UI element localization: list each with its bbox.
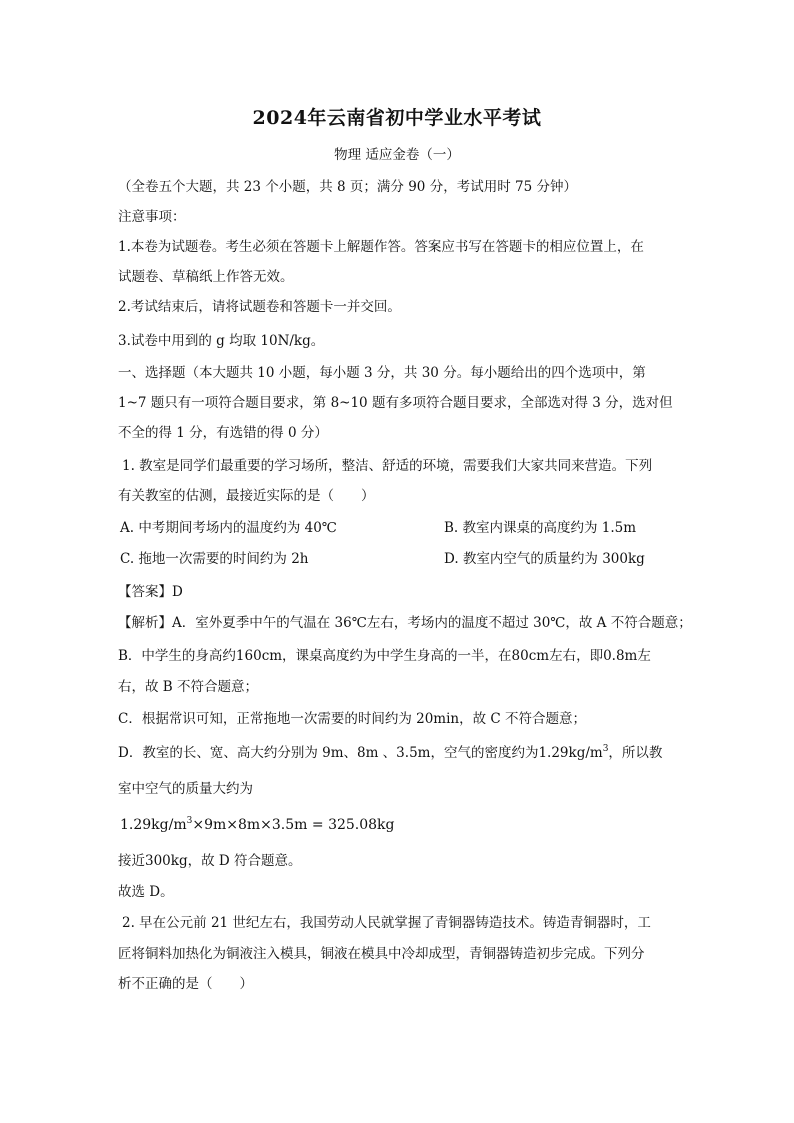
section-heading-line: 1~7 题只有一项符合题目要求，第 8~10 题有多项符合题目要求，全部选对得 3 分，选对但 <box>118 395 673 411</box>
analysis-d-text-end: ，所以教 <box>608 745 663 761</box>
exam-info: （全卷五个大题，共 23 个小题，共 8 页；满分 90 分，考试用时 75 分钟） <box>118 179 577 195</box>
analysis-line-d <box>118 743 688 763</box>
option-c: C. 拖地一次需要的时间约为 2h <box>120 551 309 567</box>
question-1-stem: 1. 教室是同学们最重要的学习场所，整洁、舒适的环境，需要我们大家共同来营造。下列 <box>122 458 653 474</box>
question-2-stem-line: 析不正确的是（ ） <box>118 976 253 992</box>
answer: 【答案】D <box>118 584 183 600</box>
formula-density: 1.29kg/m <box>120 817 187 833</box>
question-2-stem: 2. 早在公元前 21 世纪左右，我国劳动人民就掌握了青铜器铸造技术。铸造青铜器时，工 <box>122 915 651 931</box>
exam-subtitle: 物理 适应金卷（一） <box>334 147 460 163</box>
exam-title: 2024年云南省初中学业水平考试 <box>252 107 542 129</box>
section-heading: 一、选择题（本大题共 10 小题，每小题 3 分，共 30 分。每小题给出的四个选项中，第 <box>118 365 646 381</box>
analysis-line: 室中空气的质量大约为 <box>118 781 253 797</box>
conclusion: 接近300kg，故 D 符合题意。 <box>118 853 302 869</box>
section-heading-line: 不全的得 1 分，有选错的得 0 分） <box>118 425 328 441</box>
formula-rest: ×9m×8m×3.5m = 325.08kg <box>192 817 395 833</box>
notes-heading: 注意事项： <box>118 209 186 225</box>
superscript-3: 3 <box>602 744 609 754</box>
analysis-line: C．根据常识可知，正常拖地一次需要的时间约为 20min，故 C 不符合题意； <box>118 711 587 727</box>
question-2-stem-line: 匠将铜料加热化为铜液注入模具，铜液在模具中冷却成型，青铜器铸造初步完成。下列分 <box>118 946 645 962</box>
analysis-line: 右，故 B 不符合题意； <box>118 679 259 695</box>
note-line: 3.试卷中用到的 g 均取 10N/kg。 <box>118 333 325 349</box>
superscript-3: 3 <box>186 816 193 826</box>
mass-formula <box>120 815 690 835</box>
analysis-line: B．中学生的身高约160cm，课桌高度约为中学生身高的一半，在80cm左右，即0.8m左 <box>118 648 651 664</box>
option-b: B. 教室内课桌的高度约为 1.5m <box>444 520 637 536</box>
option-d: D. 教室内空气的质量约为 300kg <box>444 551 645 567</box>
analysis-d-text: D．教室的长、宽、高大约分别为 9m、8m 、3.5m，空气的密度约为1.29kg/m <box>118 745 603 761</box>
analysis-line: 【解析】A．室外夏季中午的气温在 36℃左右，考场内的温度不超过 30℃，故 A 不符合题意； <box>118 615 692 631</box>
question-1-stem-line: 有关教室的估测，最接近实际的是（ ） <box>118 488 375 504</box>
option-a: A. 中考期间考场内的温度约为 40℃ <box>120 520 337 536</box>
note-line: 试题卷、草稿纸上作答无效。 <box>118 269 294 285</box>
note-line: 1.本卷为试题卷。考生必须在答题卡上解题作答。答案应书写在答题卡的相应位置上，在 <box>118 239 644 255</box>
final-choice: 故选 D。 <box>118 884 174 900</box>
note-line: 2.考试结束后，请将试题卷和答题卡一并交回。 <box>118 299 401 315</box>
